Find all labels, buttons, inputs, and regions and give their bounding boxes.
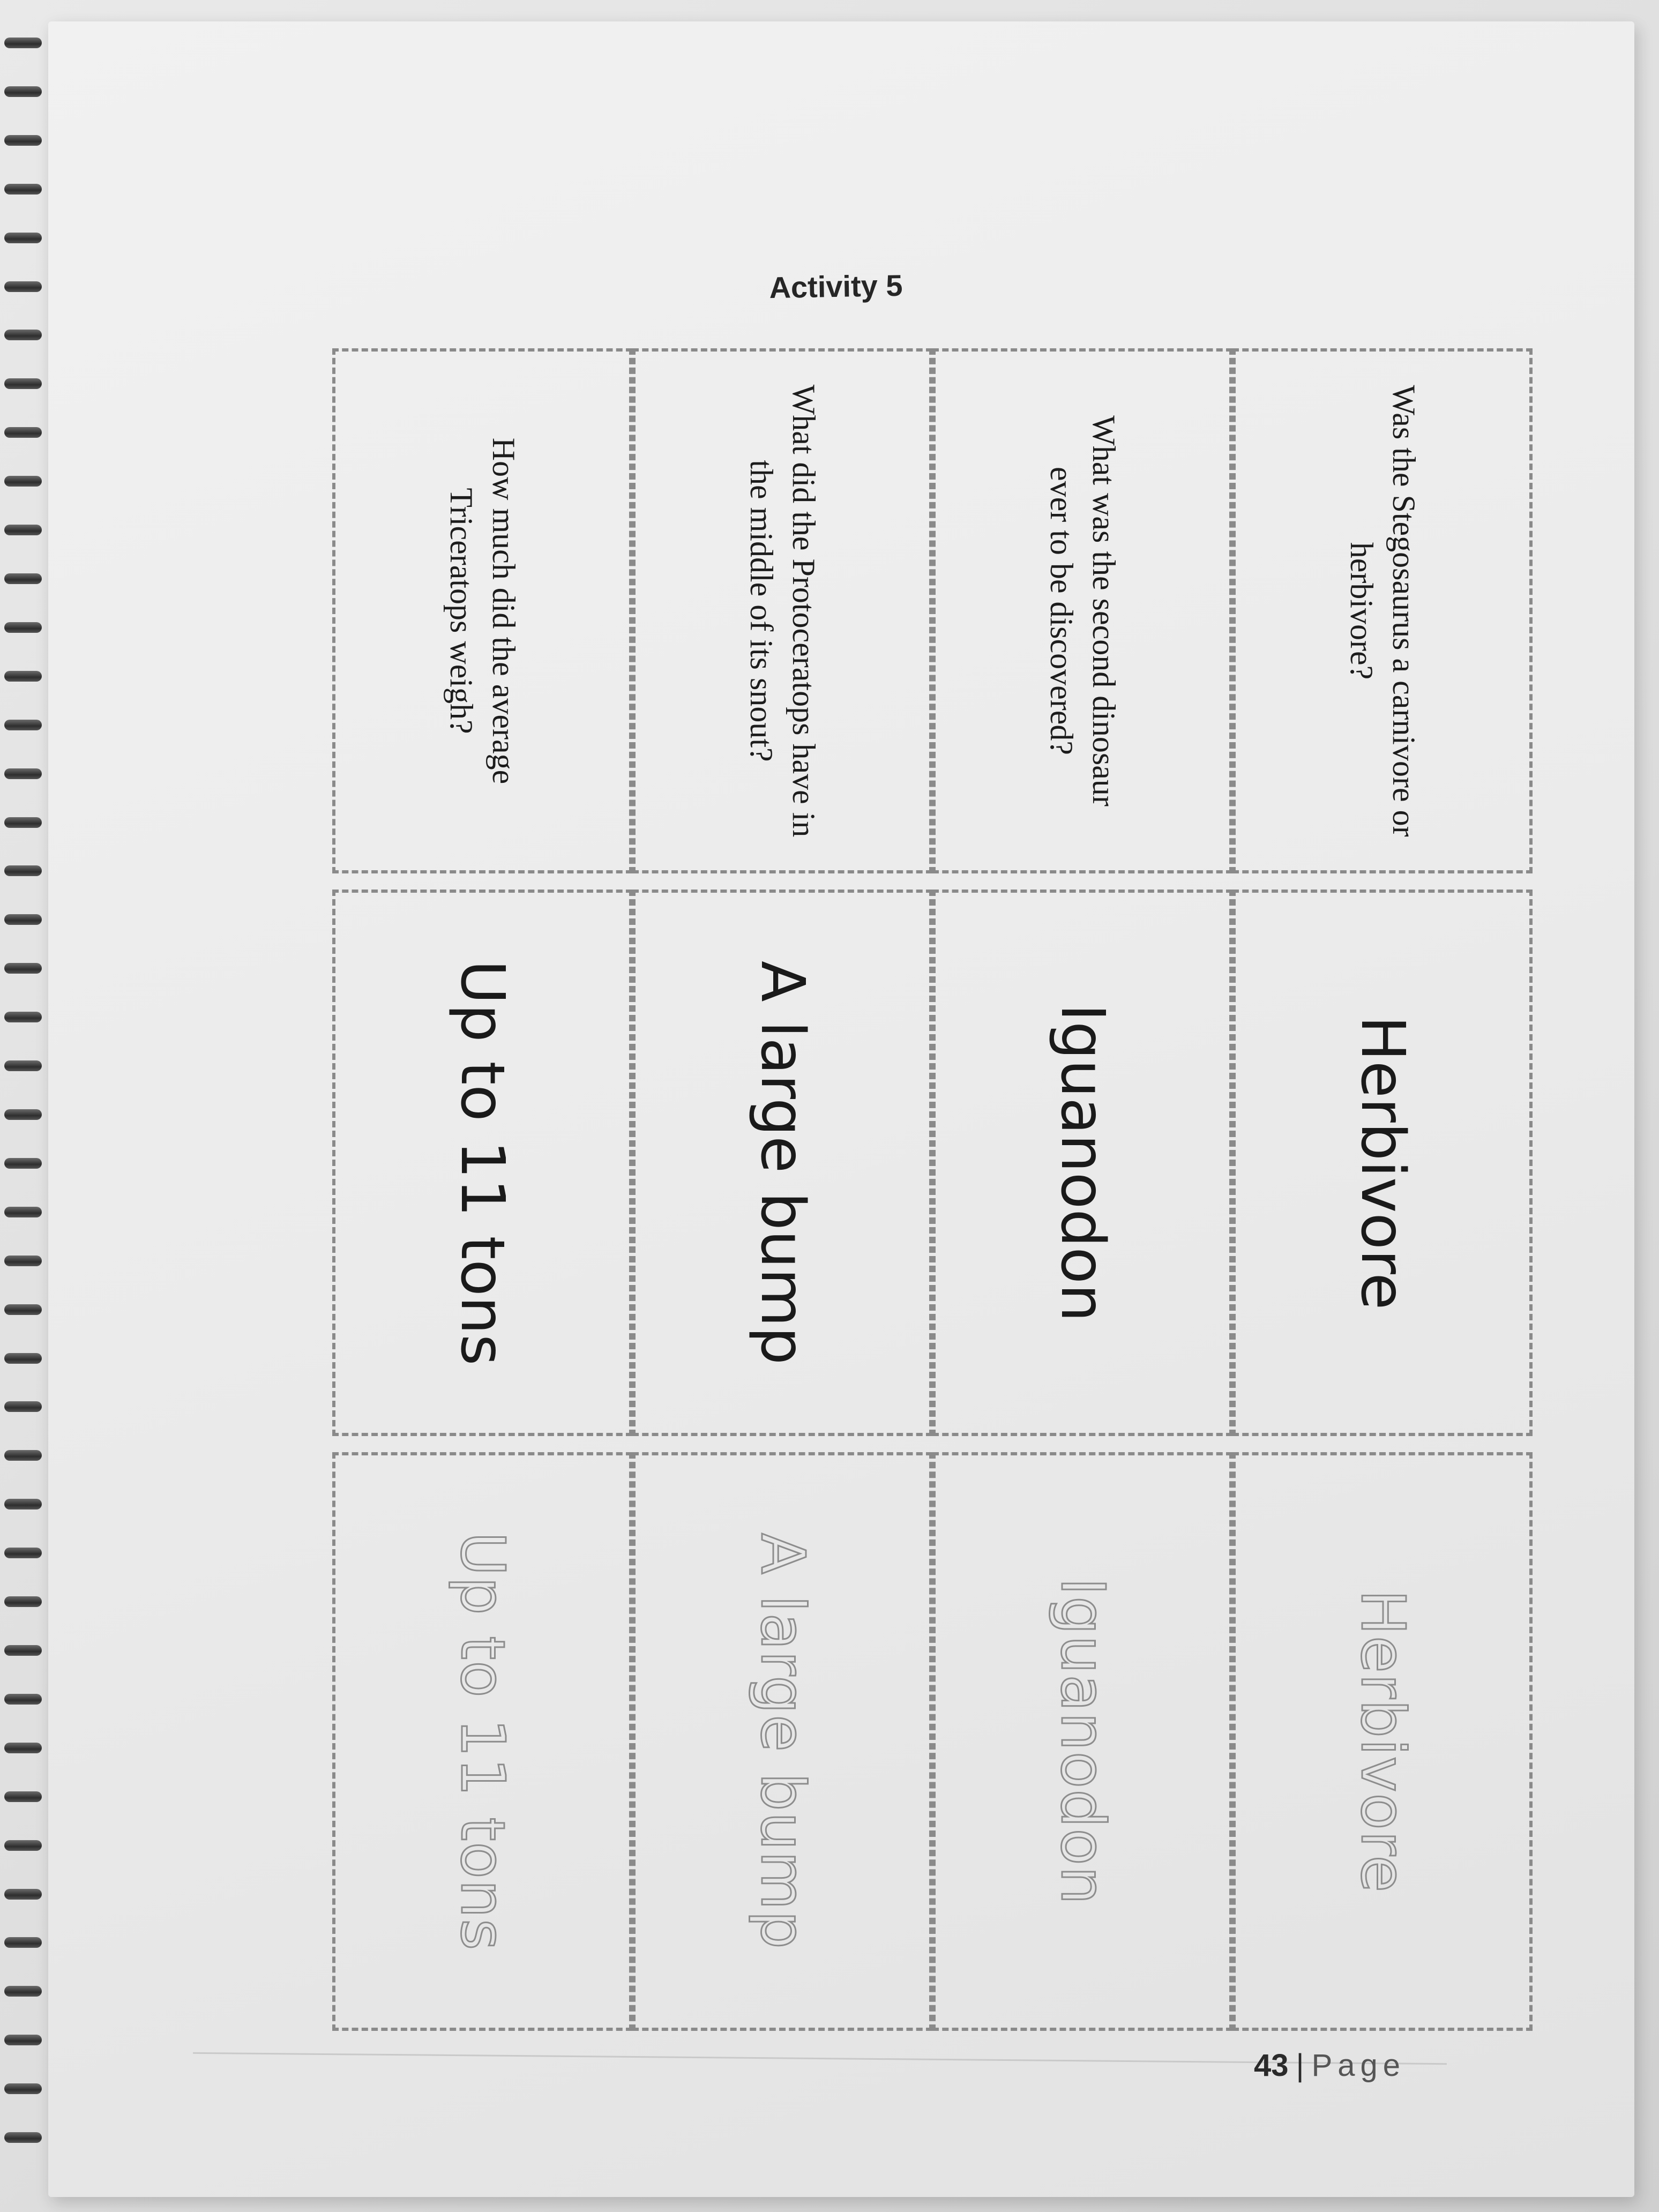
answer-card	[1232, 890, 1533, 1436]
spiral-coil	[4, 768, 42, 779]
trace-answer-text: Iguanodon	[1048, 1578, 1117, 1905]
trace-card	[632, 1452, 932, 2031]
spiral-coil	[4, 865, 42, 876]
spiral-coil	[4, 2132, 42, 2143]
spiral-coil	[4, 330, 42, 340]
spiral-coil	[4, 914, 42, 925]
spiral-coil	[4, 1986, 42, 1997]
spiral-coil	[4, 720, 42, 730]
page-number-separator: |	[1296, 2048, 1304, 2083]
spiral-coil	[4, 2083, 42, 2094]
spiral-coil	[4, 1401, 42, 1412]
answer-text: A large bump	[748, 961, 817, 1365]
spiral-coil	[4, 86, 42, 97]
question-text: What did the Protoceratops have in the middle of its snout?	[744, 384, 822, 838]
spiral-coil	[4, 1450, 42, 1461]
question-text: Was the Stegosaurus a carnivore or herbivore?	[1344, 385, 1422, 837]
page-word: Page	[1311, 2048, 1406, 2083]
question-card	[332, 348, 632, 873]
spiral-coil	[4, 427, 42, 438]
spiral-coil	[4, 671, 42, 682]
spiral-coil	[4, 233, 42, 243]
spiral-coil	[4, 1353, 42, 1364]
spiral-coil	[4, 1158, 42, 1169]
spiral-coil	[4, 817, 42, 828]
spiral-coil	[4, 1645, 42, 1656]
spiral-coil	[4, 1548, 42, 1558]
answer-card	[632, 890, 932, 1436]
spiral-coil	[4, 963, 42, 974]
spiral-coil	[4, 1256, 42, 1266]
spiral-coil	[4, 135, 42, 146]
spiral-coil	[4, 525, 42, 535]
answer-text: Herbivore	[1348, 1015, 1417, 1310]
spiral-coil	[4, 1499, 42, 1509]
spiral-coil	[4, 1109, 42, 1120]
question-card	[632, 348, 932, 873]
page-number-value: 43	[1254, 2048, 1289, 2083]
trace-card	[1232, 1452, 1533, 2031]
trace-card	[932, 1452, 1232, 2031]
spiral-coil	[4, 1596, 42, 1607]
spiral-coil	[4, 184, 42, 195]
card-grid	[300, 257, 1533, 1952]
spiral-coil	[4, 378, 42, 389]
answer-text: Iguanodon	[1048, 1004, 1117, 1322]
spiral-coil	[4, 622, 42, 633]
spiral-coil	[4, 1889, 42, 1900]
question-text: What was the second dinosaur ever to be discovered?	[1044, 415, 1122, 806]
spiral-coil	[4, 1304, 42, 1315]
spiral-coil	[4, 1012, 42, 1022]
spiral-coil	[4, 1060, 42, 1071]
question-card	[932, 348, 1232, 873]
trace-answer-text: Herbivore	[1348, 1589, 1417, 1894]
spiral-coil	[4, 573, 42, 584]
trace-card	[332, 1452, 632, 2031]
trace-answer-text: A large bump	[748, 1533, 817, 1950]
spiral-coil	[4, 2035, 42, 2045]
spiral-coil	[4, 38, 42, 48]
answer-card	[932, 890, 1232, 1436]
activity-title: Activity 5	[768, 268, 903, 305]
spiral-coil	[4, 1743, 42, 1753]
spiral-binding	[0, 21, 54, 2197]
trace-answer-text: Up to 11 tons	[447, 1531, 517, 1952]
spiral-coil	[4, 1840, 42, 1851]
answer-card	[332, 890, 632, 1436]
spiral-coil	[4, 476, 42, 487]
spiral-coil	[4, 1207, 42, 1217]
spiral-coil	[4, 281, 42, 292]
answer-text: Up to 11 tons	[447, 960, 517, 1366]
spiral-coil	[4, 1937, 42, 1948]
question-text: How much did the average Triceratops weigh?	[444, 437, 522, 784]
spiral-coil	[4, 1791, 42, 1802]
spiral-coil	[4, 1694, 42, 1705]
question-card	[1232, 348, 1533, 873]
page-number	[1254, 2042, 1406, 2090]
